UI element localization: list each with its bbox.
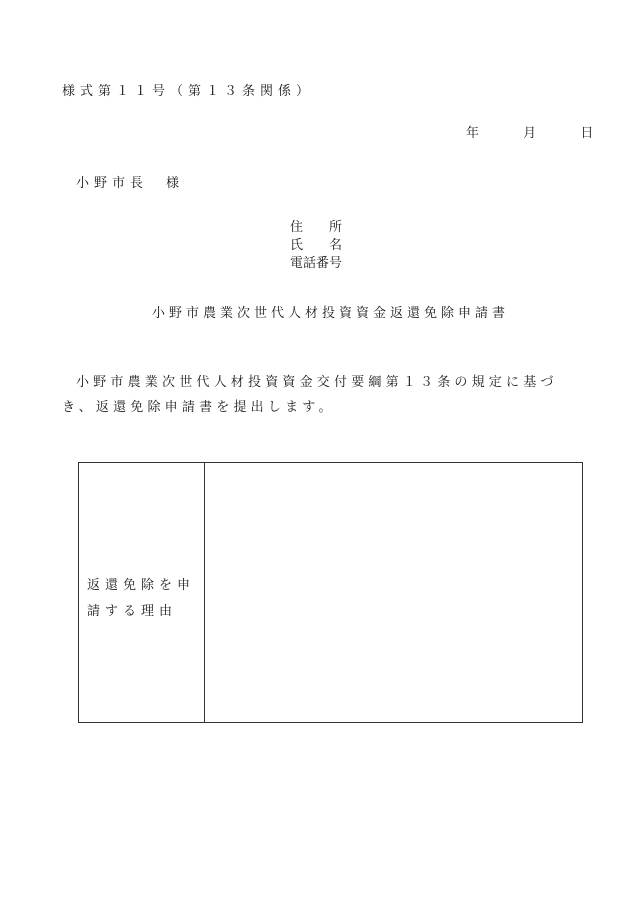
- applicant-address-label: 住 所: [290, 220, 343, 235]
- date-day: 日: [580, 126, 594, 141]
- document-title: 小野市農業次世代人材投資資金返還免除申請書: [152, 306, 510, 321]
- date-month: 月: [523, 126, 537, 141]
- date-year: 年: [466, 126, 480, 141]
- date-line: [466, 122, 593, 141]
- reason-table: [78, 462, 583, 723]
- reason-label: 返還免除を申請する理由: [87, 578, 196, 619]
- applicant-name-label: 氏 名: [290, 238, 343, 253]
- applicant-phone-label: 電話番号: [290, 256, 343, 271]
- form-number: 様式第１１号（第１３条関係）: [62, 84, 315, 99]
- reason-label-cell: [79, 463, 205, 722]
- reason-input-area[interactable]: [205, 463, 582, 722]
- addressee: 小野市長 様: [76, 176, 185, 191]
- body-paragraph: 小野市農業次世代人材投資資金交付要綱第１３条の規定に基づき、返還免除申請書を提出します。: [62, 375, 558, 415]
